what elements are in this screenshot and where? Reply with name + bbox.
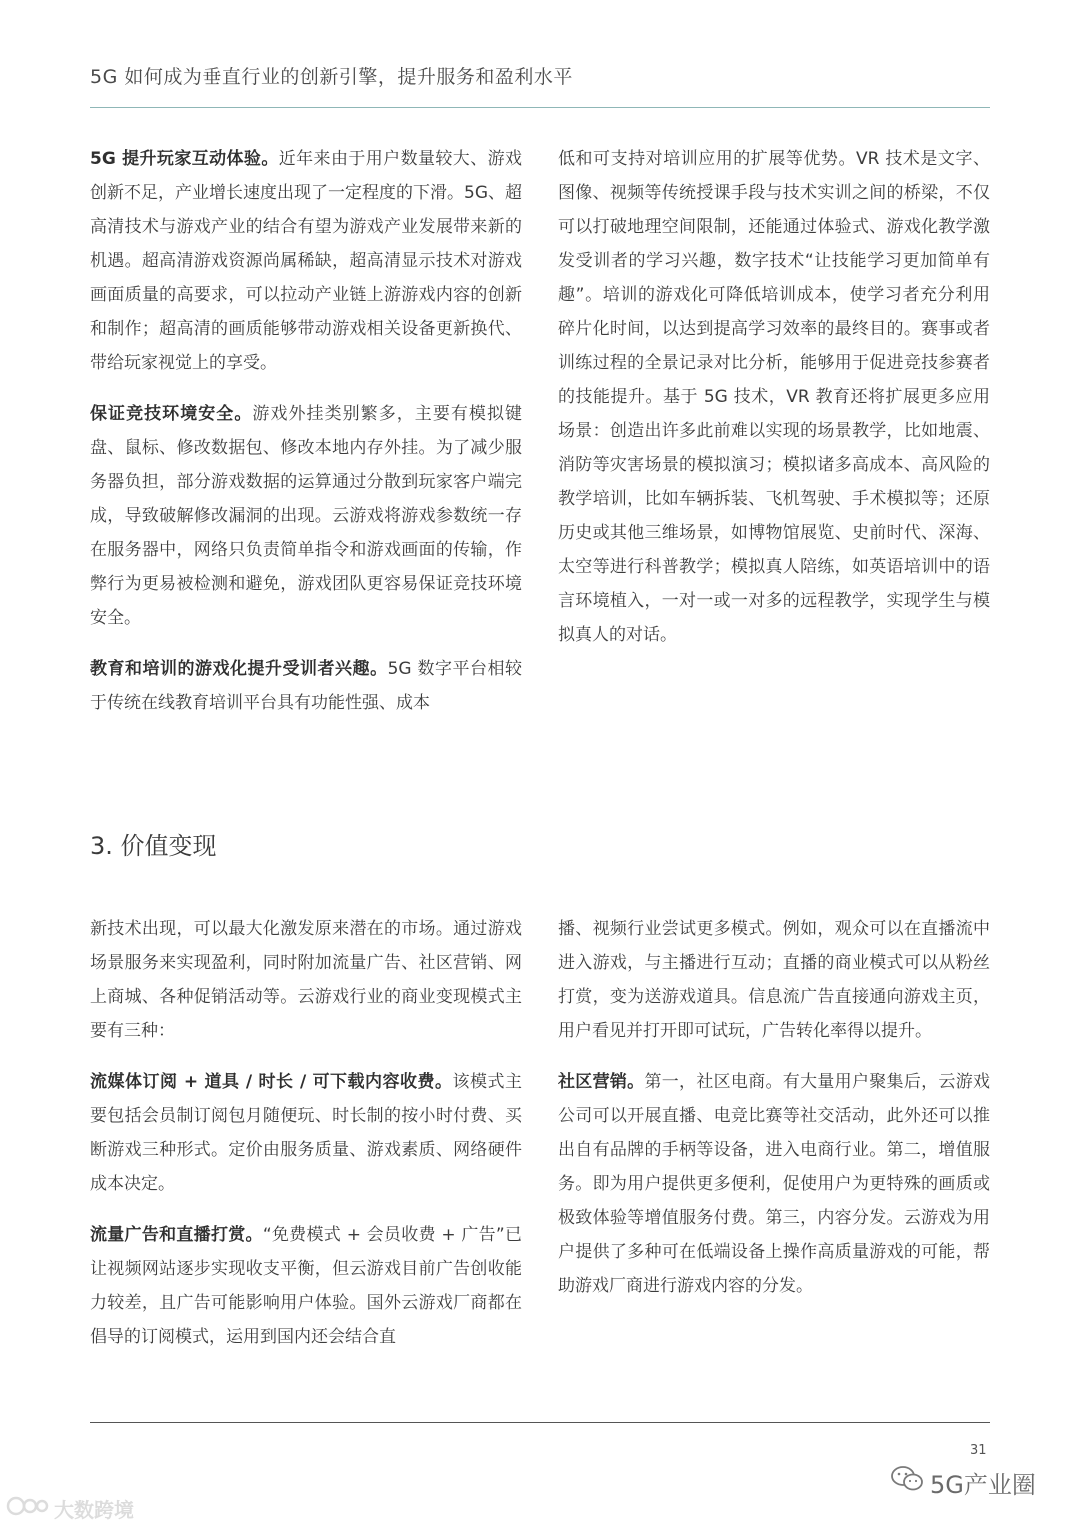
top-right-column (558, 142, 990, 669)
paragraph-heading: 5G 提升玩家互动体验。 (90, 149, 279, 169)
paragraph-body: “免费模式 + 会员收费 + 广告”已让视频网站逐步实现收支平衡，但云游戏目前广告创收能力较差，且广告可能影响用户体验。国外云游戏厂商都在倡导的订阅模式，运用到国内还会结合直 (90, 1225, 523, 1347)
paragraph (558, 912, 990, 1048)
paragraph-body: 播、视频行业尝试更多模式。例如，观众可以在直播流中进入游戏，与主播进行互动；直播的商业模式可以从粉丝打赏，变为送游戏道具。信息流广告直接通向游戏主页，用户看见并打开即可试玩，广告转化率得以提升。 (558, 919, 990, 1041)
header-title: 5G 如何成为垂直行业的创新引擎，提升服务和盈利水平 (90, 66, 573, 88)
paragraph-heading: 流量广告和直播打赏。 (90, 1225, 263, 1245)
brand-logo-icon (6, 1494, 50, 1523)
paragraph (558, 1065, 990, 1303)
paragraph (90, 1218, 522, 1354)
paragraph-body: 低和可支持对培训应用的扩展等优势。VR 技术是文字、图像、视频等传统授课手段与技术实训之间的桥梁，不仅可以打破地理空间限制，还能通过体验式、游戏化教学激发受训者的学习兴趣，数字技术“让技能学习更加简单有趣”。培训的游戏化可降低培训成本，使学习者充分利用碎片化时间，以达到提高学习效率的最终目的。赛事或者训练过程的全景记录对比分析，能够用于促进竞技参赛者的技能提升。基于 5G 技术，VR 教育还将扩展更多应用场景：创造出许多此前难以实现的场景教学，比如地震、消防等灾害场景的模拟演习；模拟诸多高成本、高风险的教学培训，比如车辆拆装、飞机驾驶、手术模拟等；还原历史或其他三维场景，如博物馆展览、史前时代、深海、太空等进行科普教学；模拟真人陪练，如英语培训中的语言环境植入，一对一或一对多的远程教学，实现学生与模拟真人的对话。 (558, 149, 990, 645)
paragraph-body: 游戏外挂类别繁多，主要有模拟键盘、鼠标、修改数据包、修改本地内存外挂。为了减少服务器负担，部分游戏数据的运算通过分散到玩家客户端完成，导致破解修改漏洞的出现。云游戏将游戏参数统一存在服务器中，网络只负责简单指令和游戏画面的传输，作弊行为更易被检测和避免，游戏团队更容易保证竞技环境安全。 (90, 404, 523, 628)
section-title: 3. 价值变现 (90, 832, 217, 860)
header-divider (90, 107, 990, 108)
page-number: 31 (970, 1443, 987, 1458)
paragraph-body: 5G 数字平台相较于传统在线教育培训平台具有功能性强、成本 (90, 659, 522, 713)
paragraph (90, 142, 522, 380)
footer-divider (90, 1422, 990, 1423)
top-left-column (90, 142, 522, 737)
paragraph-heading: 社区营销。 (558, 1072, 645, 1092)
watermark-label: 大数跨境 (54, 1497, 134, 1522)
watermark-5g-industry (890, 1462, 1036, 1502)
paragraph-body: 该模式主要包括会员制订阅包月随便玩、时长制的按小时付费、买断游戏三种形式。定价由服务质量、游戏素质、网络硬件成本决定。 (90, 1072, 522, 1194)
paragraph (558, 142, 990, 652)
watermark-label: 5G产业圈 (930, 1470, 1036, 1499)
paragraph-heading: 教育和培训的游戏化提升受训者兴趣。 (90, 659, 388, 679)
paragraph-body: 第一，社区电商。有大量用户聚集后，云游戏公司可以开展直播、电竞比赛等社交活动，此外还可以推出自有品牌的手柄等设备，进入电商行业。第二，增值服务。即为用户提供更多便利，促使用户为更特殊的画质或极致体验等增值服务付费。第三，内容分发。云游戏为用户提供了多种可在低端设备上操作高质量游戏的可能，帮助游戏厂商进行游戏内容的分发。 (558, 1072, 991, 1296)
wechat-icon (890, 1465, 924, 1499)
paragraph (90, 912, 522, 1048)
bottom-right-column (558, 912, 990, 1320)
bottom-left-column (90, 912, 522, 1371)
paragraph-body: 近年来由于用户数量较大、游戏创新不足，产业增长速度出现了一定程度的下滑。5G、超高清技术与游戏产业的结合有望为游戏产业发展带来新的机遇。超高清游戏资源尚属稀缺，超高清显示技术对游戏画面质量的高要求，可以拉动产业链上游游戏内容的创新和制作；超高清的画质能够带动游戏相关设备更新换代、带给玩家视觉上的享受。 (90, 149, 523, 373)
paragraph-heading: 流媒体订阅 + 道具 / 时长 / 可下载内容收费。 (90, 1072, 453, 1092)
paragraph-heading: 保证竞技环境安全。 (90, 404, 253, 424)
paragraph (90, 397, 522, 635)
paragraph-body: 新技术出现，可以最大化激发原来潜在的市场。通过游戏场景服务来实现盈利，同时附加流量广告、社区营销、网上商城、各种促销活动等。云游戏行业的商业变现模式主要有三种： (90, 919, 522, 1041)
paragraph (90, 1065, 522, 1201)
watermark-dashujingjing (6, 1494, 134, 1522)
paragraph (90, 652, 522, 720)
